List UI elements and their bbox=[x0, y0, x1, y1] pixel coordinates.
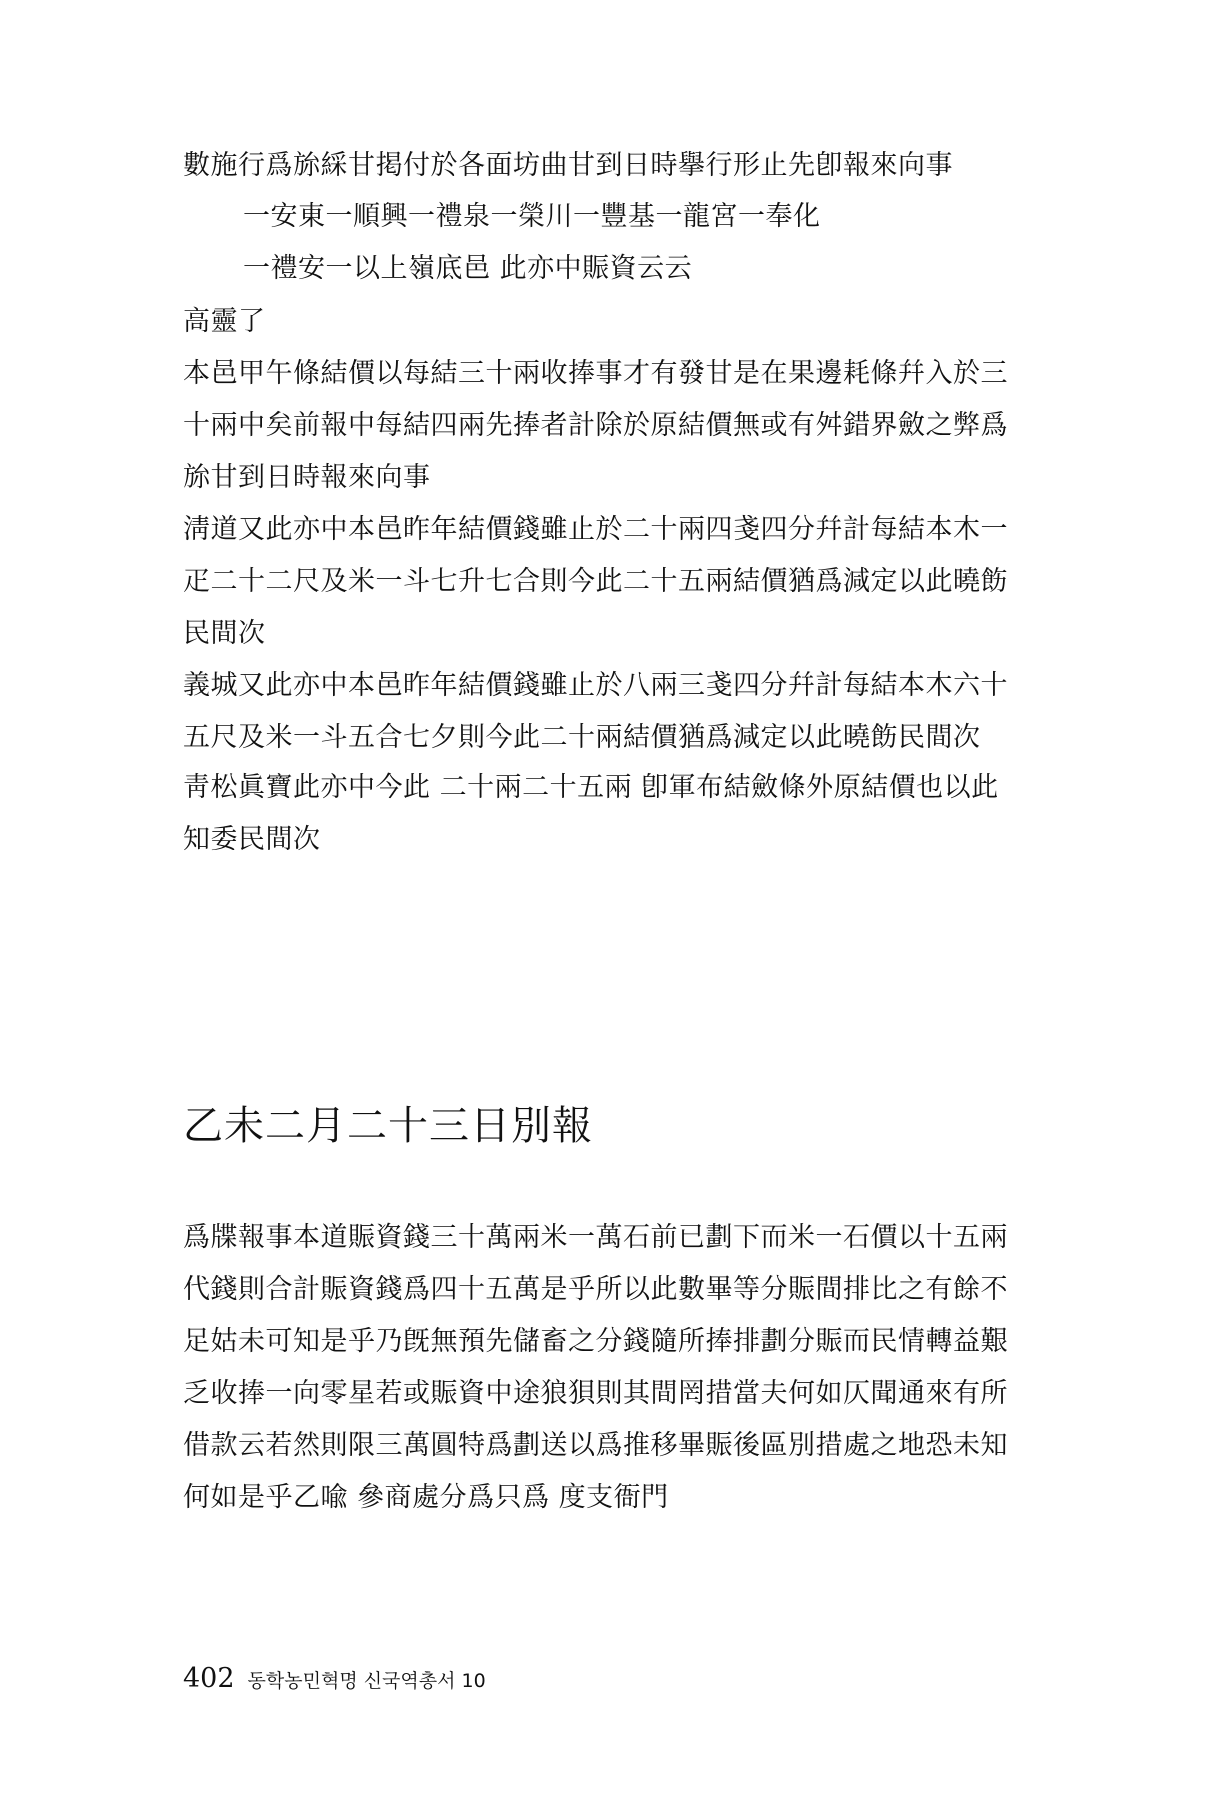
text-line: 代錢則合計賑資錢爲四十五萬是乎所以此數畢等分賑間排比之有餘不 bbox=[183, 1274, 1008, 1305]
text-line: 義城又此亦中本邑昨年結價錢雖止於八兩三戔四分幷計每結本木六十 bbox=[183, 670, 1008, 701]
page-number: 402 bbox=[183, 1663, 235, 1694]
text-line: 一安東一順興一禮泉一榮川一豐基一龍宮一奉化 bbox=[243, 201, 821, 232]
text-line: 十兩中矣前報中每結四兩先捧者計除於原結價無或有舛錯界斂之弊爲 bbox=[183, 410, 1008, 441]
text-line: 知委民間次 bbox=[183, 824, 321, 855]
text-line: 借款云若然則限三萬圓特爲劃送以爲推移畢賑後區別措處之地恐未知 bbox=[183, 1430, 1008, 1461]
text-line: 高靈了 bbox=[183, 306, 266, 337]
text-line: 爲牒報事本道賑資錢三十萬兩米一萬石前已劃下而米一石價以十五兩 bbox=[183, 1222, 1008, 1253]
text-line: 足姑未可知是乎乃旣無預先儲畜之分錢隨所捧排劃分賑而民情轉益艱 bbox=[183, 1326, 1008, 1357]
text-line: 五尺及米一斗五合七夕則今此二十兩結價猶爲減定以此曉飭民間次 bbox=[183, 722, 981, 753]
text-line: 何如是乎乙喩 參商處分爲只爲 度支衙門 bbox=[183, 1482, 669, 1513]
text-line: 淸道又此亦中本邑昨年結價錢雖止於二十兩四戔四分幷計每結本木一 bbox=[183, 514, 1008, 545]
book-title: 동학농민혁명 신국역총서 10 bbox=[247, 1670, 486, 1692]
text-line: 靑松眞寶此亦中今此 二十兩二十五兩 卽軍布結斂條外原結價也以此 bbox=[183, 772, 999, 803]
text-line: 乏收捧一向零星若或賑資中途狼狽則其間罔措當夫何如仄聞通來有所 bbox=[183, 1378, 1008, 1409]
text-line: 一禮安一以上嶺底邑 此亦中賑資云云 bbox=[243, 253, 693, 284]
text-line: 疋二十二尺及米一斗七升七合則今此二十五兩結價猶爲減定以此曉飭 bbox=[183, 566, 1008, 597]
section-heading: 乙未二月二十三日別報 bbox=[183, 1103, 593, 1149]
text-line: 本邑甲午條結價以每結三十兩收捧事才有發甘是在果邊耗條幷入於三 bbox=[183, 358, 1008, 389]
page-footer bbox=[183, 1664, 486, 1696]
text-line: 民間次 bbox=[183, 618, 266, 649]
text-line: 旀甘到日時報來向事 bbox=[183, 462, 431, 493]
text-line: 數施行爲旀綵甘掲付於各面坊曲甘到日時擧行形止先卽報來向事 bbox=[183, 150, 953, 181]
